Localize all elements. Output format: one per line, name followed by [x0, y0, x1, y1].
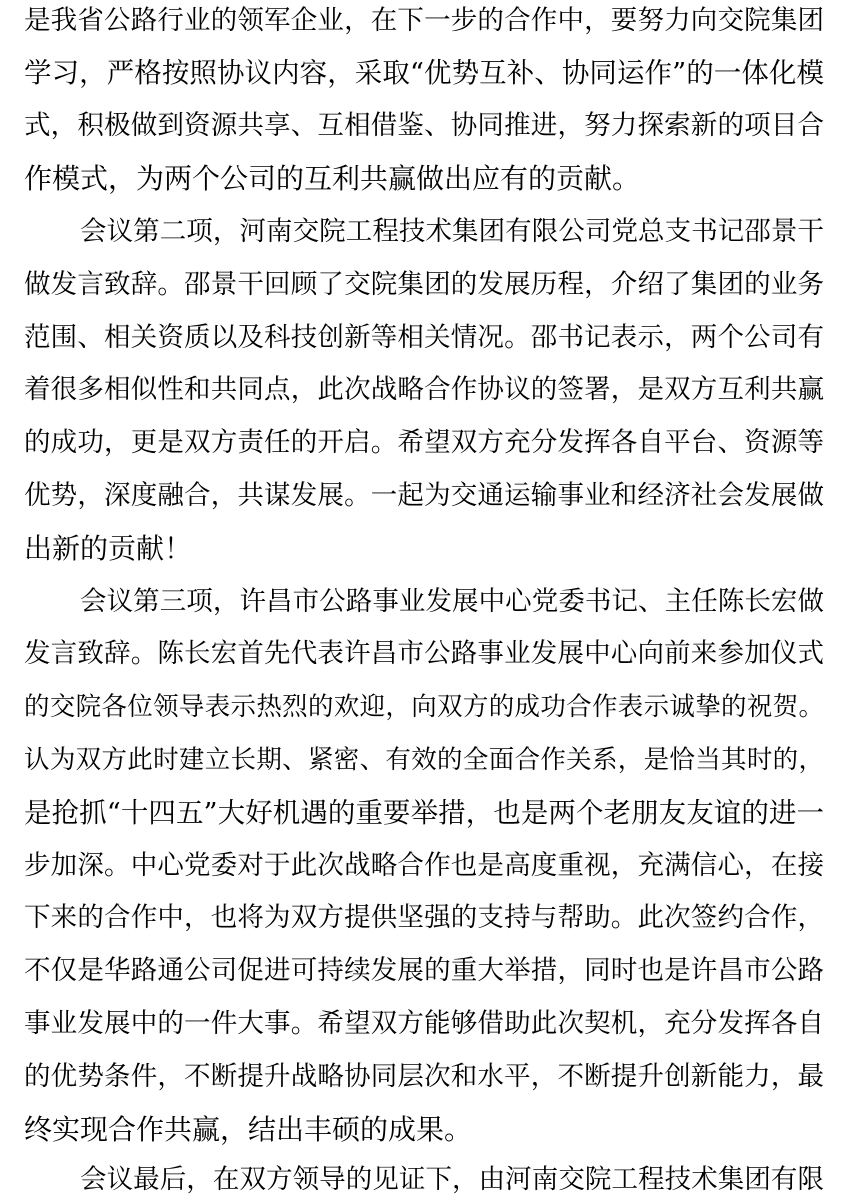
- text-line: 会议第二项，河南交院工程技术集团有限公司党总支书记邵景干: [80, 216, 824, 247]
- text-line: 的优势条件，不断提升战略协同层次和水平，不断提升创新能力，最: [24, 1061, 824, 1092]
- text-line: 的成功，更是双方责任的开启。希望双方充分发挥各自平台、资源等: [24, 427, 824, 458]
- text-line: 的交院各位领导表示热烈的欢迎，向双方的成功合作表示诚挚的祝贺。: [24, 692, 824, 722]
- text-line: 会议最后，在双方领导的见证下，由河南交院工程技术集团有限: [80, 1164, 824, 1195]
- text-line: 是抢抓“十四五”大好机遇的重要举措，也是两个老朋友友谊的进一: [24, 797, 824, 829]
- text-line: 出新的贡献！: [24, 532, 193, 565]
- text-line: 着很多相似性和共同点，此次战略合作协议的签署，是双方互利共赢: [24, 374, 824, 405]
- text-line: 发言致辞。陈长宏首先代表许昌市公路事业发展中心向前来参加仪式: [24, 638, 824, 669]
- text-line: 范围、相关资质以及科技创新等相关情况。邵书记表示，两个公司有: [24, 322, 824, 353]
- text-line: 步加深。中心党委对于此次战略合作也是高度重视，充满信心，在接: [24, 850, 824, 881]
- text-line: 是我省公路行业的领军企业，在下一步的合作中，要努力向交院集团: [24, 5, 824, 36]
- text-line: 认为双方此时建立长期、紧密、有效的全面合作关系，是恰当其时的，: [24, 745, 824, 775]
- text-line: 会议第三项，许昌市公路事业发展中心党委书记、主任陈长宏做: [80, 586, 824, 617]
- text-line: 式，积极做到资源共享、互相借鉴、协同推进，努力探索新的项目合: [24, 110, 824, 141]
- text-line: 作模式，为两个公司的互利共赢做出应有的贡献。: [24, 162, 641, 195]
- text-line: 终实现合作共赢，结出丰硕的成果。: [24, 1113, 473, 1146]
- text-line: 做发言致辞。邵景干回顾了交院集团的发展历程，介绍了集团的业务: [24, 269, 824, 300]
- text-line: 事业发展中的一件大事。希望双方能够借助此次契机，充分发挥各自: [24, 1008, 824, 1039]
- text-line: 不仅是华路通公司促进可持续发展的重大举措，同时也是许昌市公路: [24, 955, 824, 986]
- text-line: 下来的合作中，也将为双方提供坚强的支持与帮助。此次签约合作，: [24, 902, 824, 933]
- text-line: 学习，严格按照协议内容，采取“优势互补、协同运作”的一体化模: [24, 57, 824, 89]
- text-line: 优势，深度融合，共谋发展。一起为交通运输事业和经济社会发展做: [24, 480, 824, 511]
